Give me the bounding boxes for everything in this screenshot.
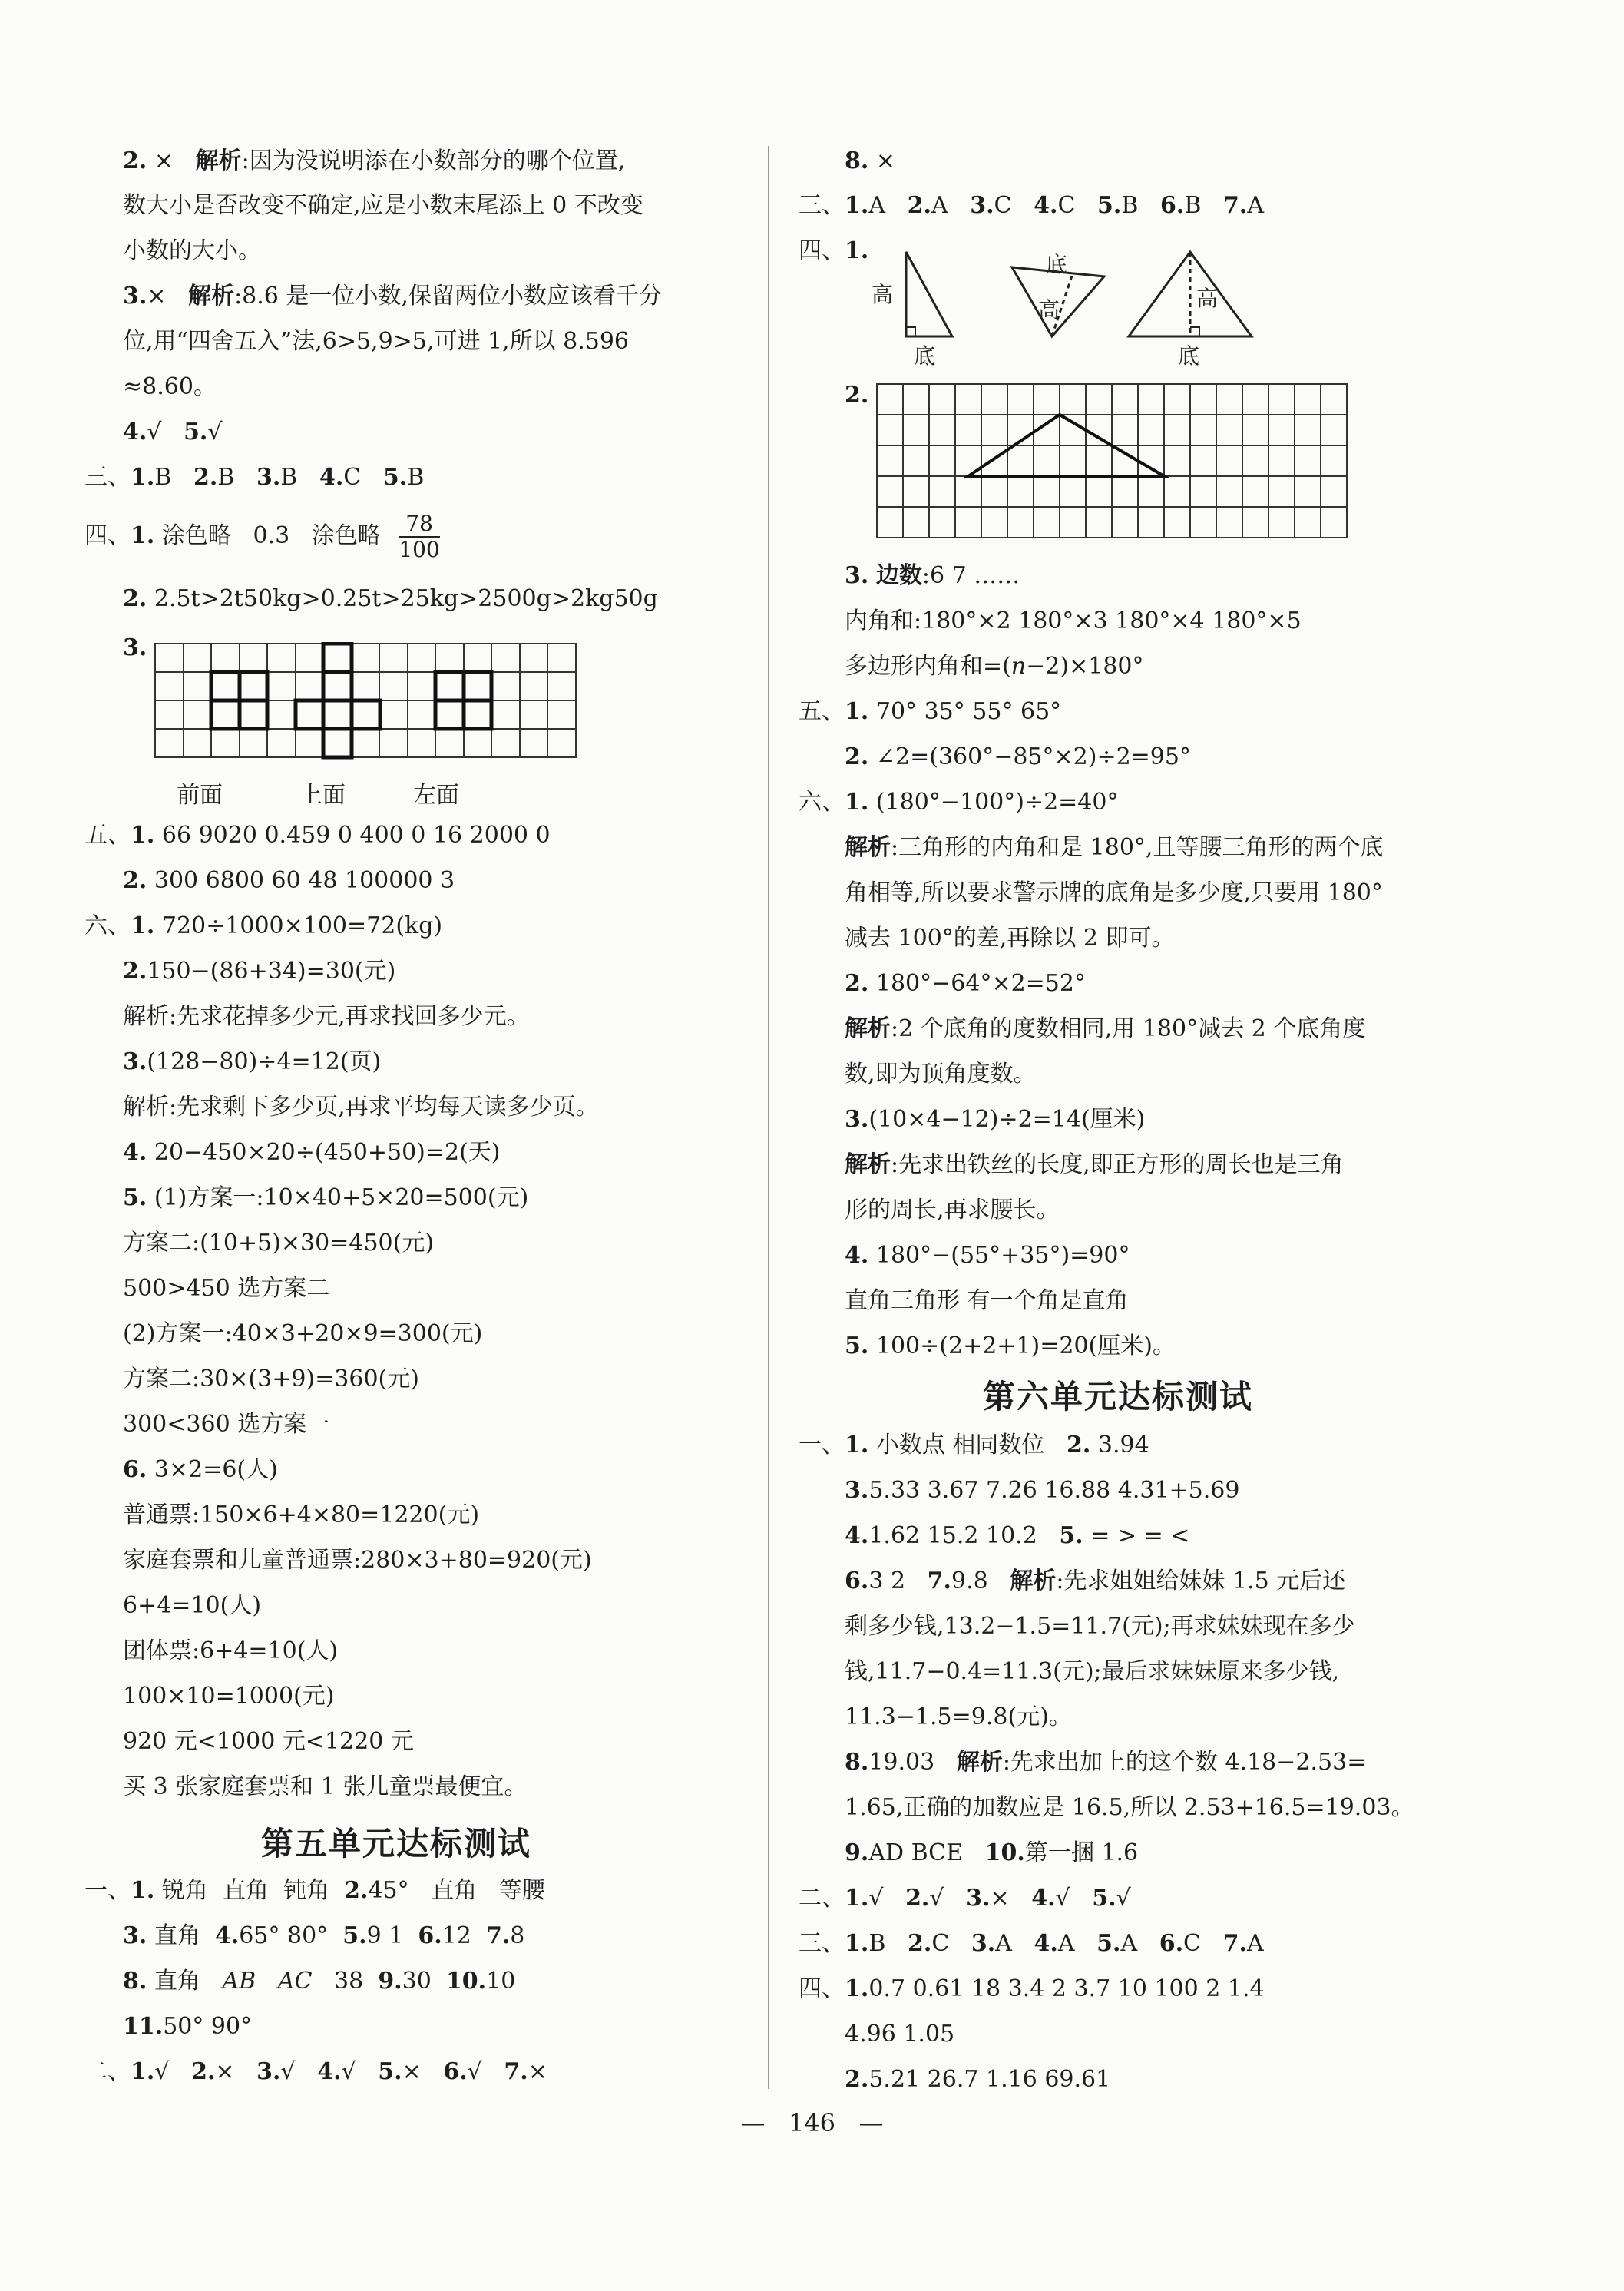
unit6-section-1-line4: 6.3 2 7.9.8 解析:先求姐姐给妹妹 1.5 元后还	[845, 1568, 1346, 1594]
text-line: 解析:先求花掉多少元,再求找回多少元。	[123, 1003, 530, 1030]
section-5-answer-1: 五、1. 66 9020 0.459 0 400 0 16 2000 0	[84, 822, 551, 849]
text-line: ≈8.60。	[123, 373, 217, 400]
caption-front: 前面	[177, 782, 223, 809]
text-line: (2)方案一:40×3+20×9=300(元)	[123, 1320, 483, 1347]
unit6-section-1-line2: 3.5.33 3.67 7.26 16.88 4.31+5.69	[845, 1477, 1240, 1504]
text-line: 数大小是否改变不确定,应是小数末尾添上 0 不改变	[123, 192, 643, 219]
text-line: 家庭套票和儿童普通票:280×3+80=920(元)	[123, 1547, 592, 1574]
text-line: 100×10=1000(元)	[123, 1683, 335, 1710]
unit6-section-2: 二、1.√ 2.√ 3.× 4.√ 5.√	[799, 1885, 1131, 1912]
text-line: 角相等,所以要求警示牌的底角是多少度,只要用 180°	[845, 879, 1383, 906]
answers-4-5: 4.√ 5.√	[123, 419, 223, 445]
column-divider	[768, 146, 769, 2089]
text-line: 剩多少钱,13.2−1.5=11.7(元);再求妹妹现在多少	[845, 1613, 1355, 1640]
unit5-section-1-line2: 3. 直角 4.65° 80° 5.9 1 6.12 7.8	[123, 1922, 525, 1949]
text-line: 解析:先求剩下多少页,再求平均每天读多少页。	[123, 1094, 599, 1121]
label-height: 高	[872, 282, 894, 307]
answer-3: 3.× 解析:8.6 是一位小数,保留两位小数应该看千分	[123, 283, 662, 310]
section-4-answer-1: 四、1. 涂色略 0.3 涂色略 $\frac{78}{100}$	[84, 511, 440, 562]
text-line: 团体票:6+4=10(人)	[123, 1637, 339, 1664]
unit5-section-1-line3: 8. 直角 AB AC 38 9.30 10.10	[123, 1968, 516, 1995]
text-line: 普通票:150×6+4×80=1220(元)	[123, 1501, 480, 1528]
unit6-section-4-line1: 四、1.0.7 0.61 18 3.4 2 3.7 10 100 2 1.4	[799, 1975, 1265, 2002]
fraction: $\frac{78}{100}$	[399, 511, 440, 562]
unit5-section-1-line1: 一、1. 锐角 直角 钝角 2.45° 直角 等腰	[84, 1877, 545, 1904]
polygon-formula: 多边形内角和=(n−2)×180°	[845, 653, 1144, 680]
section-6-answer-3: 3.(128−80)÷4=12(页)	[123, 1048, 382, 1075]
unit5-section-2: 二、1.√ 2.× 3.√ 4.√ 5.× 6.√ 7.×	[84, 2058, 547, 2085]
section-6-answer-3: 3.(10×4−12)÷2=14(厘米)	[845, 1106, 1146, 1133]
text-line: 920 元<1000 元<1220 元	[123, 1728, 414, 1755]
section-6-answer-5: 5. (1)方案一:10×40+5×20=500(元)	[123, 1184, 529, 1211]
text-line: 数,即为顶角度数。	[845, 1061, 1037, 1088]
text-line: 减去 100°的差,再除以 2 即可。	[845, 925, 1175, 952]
text-line: 直角三角形 有一个角是直角	[845, 1287, 1129, 1314]
text-line: 4.96 1.05	[845, 2021, 955, 2048]
unit-5-heading: 第五单元达标测试	[261, 1825, 532, 1862]
text-line: 方案二:(10+5)×30=450(元)	[123, 1230, 435, 1256]
section-6-answer-6: 6. 3×2=6(人)	[123, 1456, 278, 1483]
answer-3-polygon: 3. 边数:6 7 ……	[845, 562, 1020, 589]
text-line: 形的周长,再求腰长。	[845, 1197, 1060, 1223]
answer-2-grid: 2.	[845, 382, 869, 409]
section-5-answer-2: 2. 300 6800 60 48 100000 3	[123, 867, 455, 894]
unit6-section-1-line3: 4.1.62 15.2 10.2 5. = > = <	[845, 1522, 1190, 1549]
text-line: 11.3−1.5=9.8(元)。	[845, 1703, 1072, 1730]
text-line: 买 3 张家庭套票和 1 张儿童票最便宜。	[123, 1773, 528, 1800]
label-height: 高	[1038, 297, 1060, 323]
text-line: 方案二:30×(3+9)=360(元)	[123, 1366, 419, 1392]
section-6-answer-4: 4. 180°−(55°+35°)=90°	[845, 1242, 1130, 1269]
section-5-answer-2: 2. ∠2=(360°−85°×2)÷2=95°	[845, 743, 1191, 770]
unit6-section-1-line1: 一、1. 小数点 相同数位 2. 3.94	[799, 1432, 1149, 1458]
unit6-answer-9-10: 9.AD BCE 10.第一捆 1.6	[845, 1839, 1139, 1866]
caption-top: 上面	[299, 782, 346, 809]
text-line: 300<360 选方案一	[123, 1411, 330, 1438]
section-6-answer-1: 六、1. 720÷1000×100=72(kg)	[84, 912, 443, 939]
text-line: 6+4=10(人)	[123, 1592, 262, 1619]
label-base: 底	[1178, 343, 1200, 367]
section-4-answer-1: 四、1.	[799, 237, 869, 264]
unit-6-heading: 第六单元达标测试	[983, 1378, 1254, 1415]
explanation-3: 解析:先求出铁丝的长度,即正方形的周长也是三角	[845, 1151, 1344, 1178]
text-line: 500>450 选方案二	[123, 1275, 330, 1302]
section-6-answer-4: 4. 20−450×20÷(450+50)=2(天)	[123, 1139, 501, 1166]
explanation-2: 解析:2 个底角的度数相同,用 180°减去 2 个底角度	[845, 1015, 1366, 1042]
label-height: 高	[1196, 286, 1219, 311]
explanation-1: 解析:三角形的内角和是 180°,且等腰三角形的两个底	[845, 834, 1384, 861]
text-line: 内角和:180°×2 180°×3 180°×4 180°×5	[845, 608, 1302, 634]
section-3-answers: 三、1.A 2.A 3.C 4.C 5.B 6.B 7.A	[799, 192, 1264, 219]
unit5-section-1-line4: 11.50° 90°	[123, 2013, 253, 2040]
answer-3-views: 3.	[123, 634, 147, 661]
caption-left: 左面	[413, 782, 459, 809]
section-6-answer-1: 六、1. (180°−100°)÷2=40°	[799, 789, 1119, 816]
section-6-answer-2: 2.150−(86+34)=30(元)	[123, 958, 396, 985]
answer-8: 8. ×	[845, 147, 896, 174]
section-3-answers: 三、1.B 2.B 3.B 4.C 5.B	[84, 464, 425, 491]
answer-2-mass: 2. 2.5t>2t50kg>0.25t>25kg>2500g>2kg50g	[123, 585, 658, 612]
answer-2: 2. × 解析:因为没说明添在小数部分的哪个位置,	[123, 147, 626, 174]
section-5-answer-1: 五、1. 70° 35° 55° 65°	[799, 698, 1062, 725]
text-line: 位,用“四舍五入”法,6>5,9>5,可进 1,所以 8.596	[123, 328, 630, 355]
text-line: 1.65,正确的加数应是 16.5,所以 2.53+16.5=19.03。	[845, 1794, 1414, 1821]
label-base: 底	[914, 343, 936, 367]
unit6-section-4-line3: 2.5.21 26.7 1.16 69.61	[845, 2066, 1111, 2093]
label-base: 底	[1046, 252, 1068, 277]
unit6-answer-8: 8.19.03 解析:先求出加上的这个数 4.18−2.53=	[845, 1749, 1367, 1776]
section-6-answer-5: 5. 100÷(2+2+1)=20(厘米)。	[845, 1333, 1176, 1359]
triangle-grid-figure	[875, 382, 1351, 544]
page-number: — 146 —	[740, 2108, 884, 2137]
section-6-answer-2: 2. 180°−64°×2=52°	[845, 970, 1086, 997]
text-line: 钱,11.7−0.4=11.3(元);最后求妹妹原来多少钱,	[845, 1658, 1340, 1685]
triangles-height-figure	[868, 244, 1267, 367]
unit6-section-3: 三、1.B 2.C 3.A 4.A 5.A 6.C 7.A	[799, 1930, 1264, 1957]
text-line: 小数的大小。	[123, 237, 261, 264]
